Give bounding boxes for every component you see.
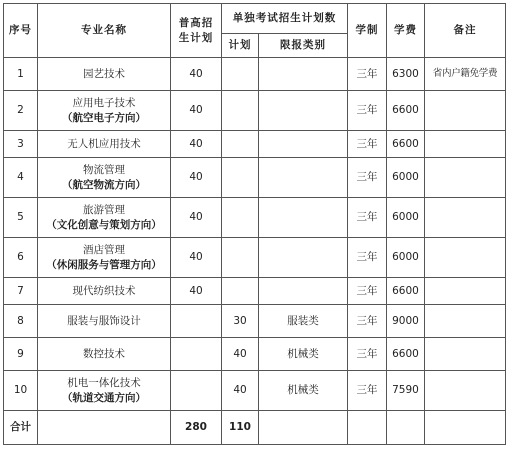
cell-general xyxy=(171,305,222,338)
header-row-1 xyxy=(4,4,506,34)
cell-seq: 5 xyxy=(4,198,38,238)
major-direction: （文化创意与策划方向） xyxy=(46,218,162,231)
cell-major xyxy=(38,338,171,371)
cell-tuition: 6600 xyxy=(387,278,425,305)
header-remark: 备注 xyxy=(425,4,506,58)
header-separate-exam: 单独考试招生计划数 xyxy=(222,4,348,34)
cell-seq: 4 xyxy=(4,158,38,198)
cell-plan xyxy=(222,238,259,278)
cell-major xyxy=(38,305,171,338)
cell-plan xyxy=(222,158,259,198)
cell-remark xyxy=(425,158,506,198)
major-name: 服装与服饰设计 xyxy=(67,314,141,327)
cell-major xyxy=(38,131,171,158)
major-direction: （航空物流方向） xyxy=(62,178,146,191)
cell-category xyxy=(259,58,348,91)
table-row xyxy=(4,158,506,198)
cell-duration: 三年 xyxy=(348,158,387,198)
cell-major xyxy=(38,158,171,198)
total-duration-blank xyxy=(348,411,387,445)
cell-remark xyxy=(425,338,506,371)
cell-duration: 三年 xyxy=(348,58,387,91)
table-row xyxy=(4,58,506,91)
cell-seq: 7 xyxy=(4,278,38,305)
header-general-quota: 普高招生计划 xyxy=(171,4,222,58)
cell-plan xyxy=(222,91,259,131)
table-row xyxy=(4,278,506,305)
major-name: 无人机应用技术 xyxy=(67,137,141,150)
cell-tuition: 6600 xyxy=(387,131,425,158)
cell-remark xyxy=(425,198,506,238)
cell-category: 机械类 xyxy=(259,338,348,371)
total-plan: 110 xyxy=(222,411,259,445)
table-row xyxy=(4,371,506,411)
cell-general: 40 xyxy=(171,91,222,131)
cell-seq: 8 xyxy=(4,305,38,338)
cell-category xyxy=(259,91,348,131)
total-label: 合计 xyxy=(4,411,38,445)
cell-remark xyxy=(425,131,506,158)
major-name: 园艺技术 xyxy=(83,67,125,80)
cell-general: 40 xyxy=(171,198,222,238)
cell-tuition: 6000 xyxy=(387,158,425,198)
table-row xyxy=(4,338,506,371)
cell-seq: 1 xyxy=(4,58,38,91)
table-row xyxy=(4,305,506,338)
table-row xyxy=(4,91,506,131)
table-row xyxy=(4,198,506,238)
major-name: 数控技术 xyxy=(83,347,125,360)
cell-general: 40 xyxy=(171,58,222,91)
cell-general: 40 xyxy=(171,278,222,305)
major-name: 应用电子技术 xyxy=(72,97,136,110)
cell-seq: 6 xyxy=(4,238,38,278)
cell-remark xyxy=(425,278,506,305)
header-category: 限报类别 xyxy=(259,34,348,58)
header-major: 专业名称 xyxy=(38,4,171,58)
cell-plan xyxy=(222,278,259,305)
cell-plan xyxy=(222,131,259,158)
major-direction: （轨道交通方向） xyxy=(62,391,146,404)
header-tuition: 学费 xyxy=(387,4,425,58)
header-duration: 学制 xyxy=(348,4,387,58)
cell-major xyxy=(38,371,171,411)
cell-duration: 三年 xyxy=(348,278,387,305)
table-row xyxy=(4,131,506,158)
cell-major xyxy=(38,278,171,305)
cell-tuition: 9000 xyxy=(387,305,425,338)
total-general: 280 xyxy=(171,411,222,445)
cell-remark xyxy=(425,238,506,278)
cell-remark xyxy=(425,305,506,338)
cell-tuition: 6000 xyxy=(387,198,425,238)
header-seq: 序号 xyxy=(4,4,38,58)
major-name: 物流管理 xyxy=(83,164,125,177)
cell-tuition: 6300 xyxy=(387,58,425,91)
cell-general: 40 xyxy=(171,131,222,158)
cell-general xyxy=(171,338,222,371)
header-plan: 计划 xyxy=(222,34,259,58)
major-direction: （航空电子方向） xyxy=(62,111,146,124)
cell-major xyxy=(38,91,171,131)
enrollment-plan-table xyxy=(3,3,506,445)
cell-category: 机械类 xyxy=(259,371,348,411)
cell-duration: 三年 xyxy=(348,338,387,371)
cell-general: 40 xyxy=(171,238,222,278)
total-category-blank xyxy=(259,411,348,445)
cell-duration: 三年 xyxy=(348,305,387,338)
cell-plan: 40 xyxy=(222,371,259,411)
cell-major xyxy=(38,198,171,238)
cell-plan xyxy=(222,58,259,91)
cell-duration: 三年 xyxy=(348,131,387,158)
cell-remark: 省内户籍免学费 xyxy=(425,58,506,91)
cell-general xyxy=(171,371,222,411)
total-row xyxy=(4,411,506,445)
cell-tuition: 6600 xyxy=(387,91,425,131)
cell-remark xyxy=(425,371,506,411)
cell-category xyxy=(259,238,348,278)
cell-plan: 30 xyxy=(222,305,259,338)
cell-duration: 三年 xyxy=(348,371,387,411)
cell-duration: 三年 xyxy=(348,198,387,238)
cell-major xyxy=(38,58,171,91)
cell-seq: 10 xyxy=(4,371,38,411)
cell-seq: 3 xyxy=(4,131,38,158)
total-remark-blank xyxy=(425,411,506,445)
cell-remark xyxy=(425,91,506,131)
cell-seq: 2 xyxy=(4,91,38,131)
cell-category xyxy=(259,131,348,158)
cell-category xyxy=(259,158,348,198)
cell-duration: 三年 xyxy=(348,238,387,278)
major-name: 酒店管理 xyxy=(83,244,125,257)
cell-category xyxy=(259,198,348,238)
major-name: 旅游管理 xyxy=(83,204,125,217)
cell-tuition: 6000 xyxy=(387,238,425,278)
cell-duration: 三年 xyxy=(348,91,387,131)
cell-major xyxy=(38,238,171,278)
cell-plan: 40 xyxy=(222,338,259,371)
total-tuition-blank xyxy=(387,411,425,445)
major-name: 现代纺织技术 xyxy=(72,284,136,297)
major-direction: （休闲服务与管理方向） xyxy=(46,258,162,271)
cell-category: 服装类 xyxy=(259,305,348,338)
cell-category xyxy=(259,278,348,305)
major-name: 机电一体化技术 xyxy=(67,377,141,390)
cell-tuition: 6600 xyxy=(387,338,425,371)
cell-tuition: 7590 xyxy=(387,371,425,411)
total-major-blank xyxy=(38,411,171,445)
cell-general: 40 xyxy=(171,158,222,198)
cell-plan xyxy=(222,198,259,238)
cell-seq: 9 xyxy=(4,338,38,371)
table-row xyxy=(4,238,506,278)
